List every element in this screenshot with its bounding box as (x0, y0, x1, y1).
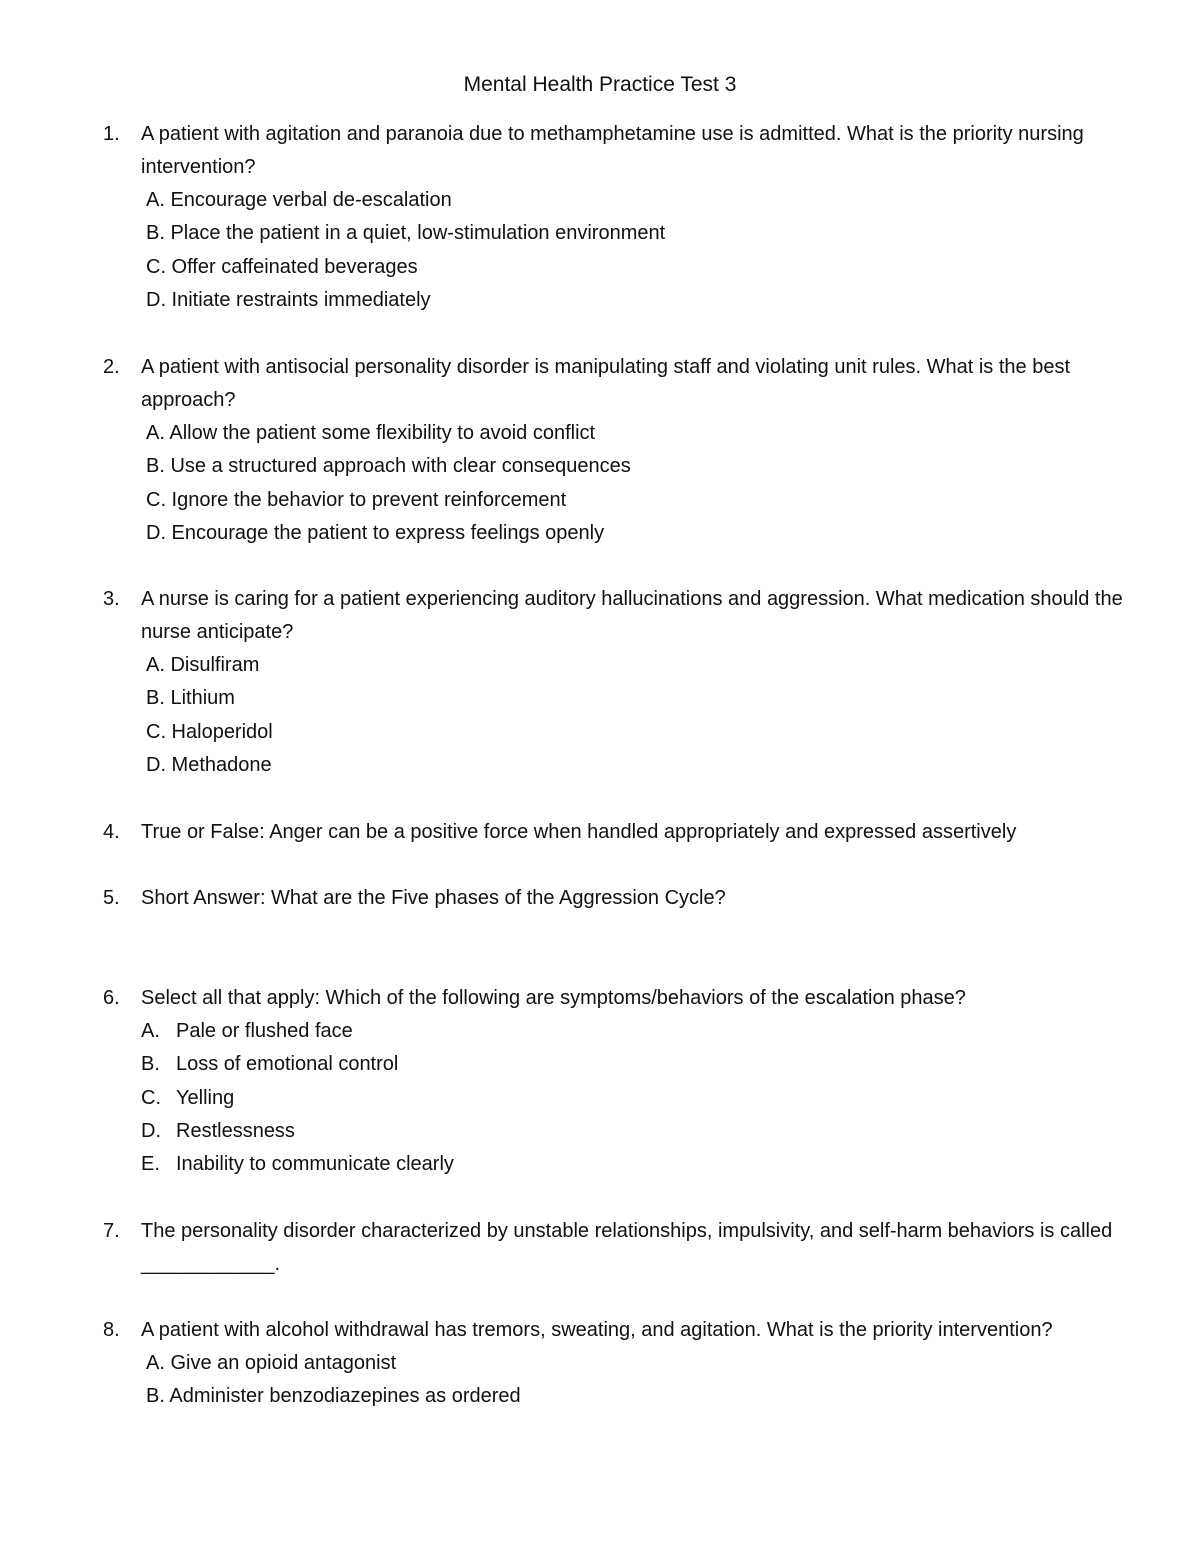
option-text: Inability to communicate clearly (176, 1153, 454, 1176)
option-letter: C. (141, 1086, 161, 1109)
question-number: 3. (103, 588, 120, 610)
question-text: True or False: Anger can be a positive force when handled appropriately and expressed assertively (141, 821, 1017, 843)
question-text: Select all that apply: Which of the following are symptoms/behaviors of the escalation phase? (141, 987, 966, 1009)
option-text: Pale or flushed face (176, 1020, 353, 1042)
answer-option: C. Offer caffeinated beverages (146, 255, 418, 278)
question-text: A patient with agitation and paranoia due to methamphetamine use is admitted. What is the priority nursing intervention? (141, 123, 1084, 178)
option-text: Yelling (176, 1086, 235, 1109)
answer-option (141, 1148, 1200, 1181)
question-number: 8. (103, 1319, 120, 1341)
answer-options (146, 1347, 1200, 1414)
question-5 (0, 882, 1200, 915)
answer-option: C. Ignore the behavior to prevent reinforcement (146, 488, 567, 511)
answer-options (146, 184, 1200, 317)
answer-option: B. Administer benzodiazepines as ordered (146, 1385, 521, 1408)
answer-option (141, 1082, 1200, 1115)
answer-option: B. Place the patient in a quiet, low-stimulation environment (146, 222, 666, 245)
question-text: A nurse is caring for a patient experiencing auditory hallucinations and aggression. What medication should the nurse anticipate? (141, 588, 1123, 643)
question-number: 6. (103, 987, 120, 1009)
answer-option: D. Encourage the patient to express feelings openly (146, 521, 605, 544)
answer-option: D. Initiate restraints immediately (146, 288, 431, 311)
option-text: Loss of emotional control (176, 1053, 399, 1076)
answer-option: A. Disulfiram (146, 654, 260, 676)
option-letter: D. (141, 1119, 161, 1142)
question-2 (0, 351, 1200, 550)
question-1 (0, 118, 1200, 317)
question-3 (0, 583, 1200, 782)
answer-option (141, 1115, 1200, 1148)
answer-options (146, 417, 1200, 550)
answer-option: D. Methadone (146, 753, 272, 776)
option-letter: B. (141, 1053, 160, 1076)
question-number: 4. (103, 821, 120, 843)
answer-option: B. Lithium (146, 687, 235, 710)
option-letter: A. (141, 1020, 160, 1042)
question-number: 1. (103, 123, 120, 145)
answer-option (141, 1015, 1200, 1048)
answer-option (141, 1048, 1200, 1081)
question-4 (0, 816, 1200, 849)
question-number: 2. (103, 356, 120, 378)
answer-options (141, 1015, 1200, 1181)
answer-options (146, 649, 1200, 782)
question-text: A patient with antisocial personality disorder is manipulating staff and violating unit rules. What is the best approach? (141, 356, 1071, 411)
answer-option: B. Use a structured approach with clear consequences (146, 455, 631, 478)
answer-option: A. Encourage verbal de-escalation (146, 189, 452, 211)
question-text: A patient with alcohol withdrawal has tremors, sweating, and agitation. What is the priority intervention? (141, 1319, 1053, 1341)
answer-option: A. Give an opioid antagonist (146, 1352, 397, 1374)
answer-option: A. Allow the patient some flexibility to avoid conflict (146, 422, 596, 444)
answer-option: C. Haloperidol (146, 720, 273, 743)
question-number: 7. (103, 1220, 120, 1242)
question-6 (0, 982, 1200, 1181)
question-text: The personality disorder characterized by unstable relationships, impulsivity, and self-harm behaviors is called ____________. (141, 1220, 1113, 1275)
option-text: Restlessness (176, 1119, 295, 1142)
question-8 (0, 1314, 1200, 1414)
question-7 (0, 1215, 1200, 1281)
option-letter: E. (141, 1153, 160, 1176)
question-text: Short Answer: What are the Five phases of the Aggression Cycle? (141, 887, 726, 909)
page-title: Mental Health Practice Test 3 (463, 73, 737, 96)
question-number: 5. (103, 887, 120, 909)
